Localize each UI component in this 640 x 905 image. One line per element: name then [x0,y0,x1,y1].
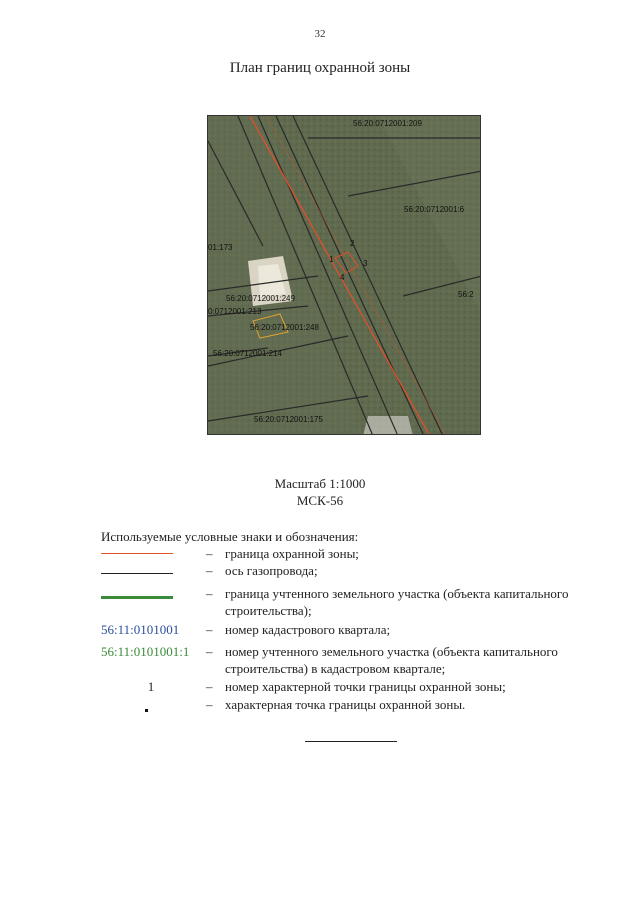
legend-item-parcel-number [101,643,591,677]
map-label-248: 56:20:0712001:248 [250,323,319,332]
point-number-4: 4 [340,273,345,282]
footer-rule [305,741,397,742]
legend-dash: – [206,679,213,694]
legend-dash: – [206,586,213,601]
legend-dash: – [206,644,213,659]
map-image [207,115,481,435]
map-label-56-2: 56:2 [458,290,474,299]
legend-text: номер учтенного земельного участка (объекта капитального строительства) в кадастровом квартале; [225,644,558,676]
legend-title: Используемые условные знаки и обозначения: [101,529,359,544]
legend-dash: – [206,546,213,561]
point-number-2: 2 [350,239,355,248]
legend-dash: – [206,563,213,578]
blue-code-symbol: 56:11:0101001 [101,622,180,637]
map-label-173: 01:173 [208,243,233,252]
legend-item-parcel-boundary [101,585,591,619]
legend-text: ось газопровода; [225,563,318,578]
number-symbol: 1 [147,679,155,694]
map-label-214: 56:20:0712001:214 [213,349,282,358]
map-label-249: 56:20:0712001:249 [226,294,295,303]
page-title: План границ охранной зоны [229,60,411,76]
green-line-symbol [101,596,173,599]
coordinate-system: МСК-56 [296,493,344,508]
black-line-symbol [101,573,173,574]
map-scale [0,475,640,509]
legend-item-pipeline-axis [101,562,591,579]
legend-text: граница охранной зоны; [225,546,359,561]
legend-text: номер характерной точки границы охранной зоны; [225,679,506,694]
scale-ratio: Масштаб 1:1000 [274,476,366,491]
point-dot-symbol [145,709,148,712]
legend-text: номер кадастрового квартала; [225,622,391,637]
legend-item-zone-boundary [101,545,591,562]
legend-text: характерная точка границы охранной зоны. [225,697,466,712]
map-label-175: 56:20:0712001:175 [254,415,323,424]
legend-text: граница учтенного земельного участка (объекта капитального строительства); [225,586,569,618]
legend-item-cadastral-quarter [101,621,591,638]
legend-item-point [101,696,591,713]
page-number: 32 [314,28,326,40]
red-line-symbol [101,553,173,554]
legend-dash: – [206,622,213,637]
map-label-6: 56:20:0712001:6 [404,205,465,214]
legend-dash: – [206,697,213,712]
map-label-213: 0:0712001:213 [208,307,262,316]
point-number-3: 3 [363,259,368,268]
point-number-1: 1 [329,255,334,264]
map-label-209: 56:20:0712001:209 [353,119,422,128]
green-code-symbol: 56:11:0101001:1 [101,644,190,659]
legend-item-point-number [101,678,591,695]
